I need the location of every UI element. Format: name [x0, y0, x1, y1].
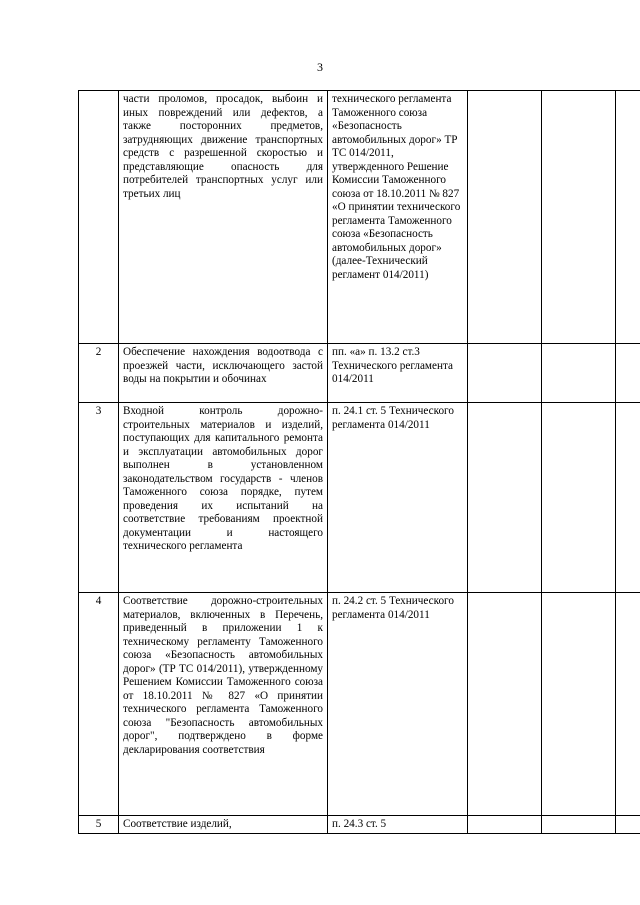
table-row — [79, 403, 640, 593]
table-row — [79, 816, 640, 834]
empty-cell — [542, 403, 616, 593]
empty-cell — [468, 344, 542, 403]
reference-cell: п. 24.3 ст. 5 — [328, 816, 468, 834]
table-row — [79, 91, 640, 344]
row-number-cell: 2 — [79, 344, 119, 403]
empty-cell — [542, 816, 616, 834]
row-number-cell: 5 — [79, 816, 119, 834]
requirement-cell: Входной контроль дорожно-строительных материалов и изделий, поступающих для капитального ремонта и эксплуатации автомобильных дорог выполнен в установленном законодательством государств - членов Таможенного союза порядке, путем проведения их испытаний на соответствие требованиям проектной документации и настоящего технического регламента — [119, 403, 328, 593]
page-number: 3 — [317, 60, 323, 74]
reference-cell: п. 24.1 ст. 5 Технического регламента 014/2011 — [328, 403, 468, 593]
reference-cell: технического регламента Таможенного союза «Безопасность автомобильных дорог» ТР ТС 014/2011, утвержденного Решение Комиссии Таможенного союза от 18.10.2011 № 827 «О принятии технического регламента Таможенного союза «Безопасность автомобильных дорог» (далее-Технический регламент 014/2011) — [328, 91, 468, 344]
empty-cell — [616, 403, 640, 593]
empty-cell — [542, 91, 616, 344]
empty-cell — [542, 344, 616, 403]
row-number-cell: 3 — [79, 403, 119, 593]
requirement-cell: Соответствие изделий, — [119, 816, 328, 834]
empty-cell — [616, 593, 640, 816]
reference-cell: пп. «а» п. 13.2 ст.3 Технического регламента 014/2011 — [328, 344, 468, 403]
table-row — [79, 344, 640, 403]
empty-cell — [616, 344, 640, 403]
row-number-cell — [79, 91, 119, 344]
empty-cell — [468, 816, 542, 834]
requirement-cell: Обеспечение нахождения водоотвода с проезжей части, исключающего застой воды на покрытии и обочинах — [119, 344, 328, 403]
compliance-table — [78, 90, 640, 834]
empty-cell — [468, 403, 542, 593]
requirement-cell: части проломов, просадок, выбоин и иных повреждений или дефектов, а также посторонних предметов, затрудняющих движение транспортных средств с разрешенной скоростью и представляющие опасность для потребителей транспортных услуг или третьих лиц — [119, 91, 328, 344]
empty-cell — [468, 593, 542, 816]
requirement-cell: Соответствие дорожно-строительных материалов, включенных в Перечень, приведенный в приложении 1 к техническому регламенту Таможенного союза «Безопасность автомобильных дорог» (ТР ТС 014/2011), утвержденному Решением Комиссии Таможенного союза от 18.10.2011 № 827 «О принятии технического регламента Таможенного союза "Безопасность автомобильных дорог", подтверждено в форме декларирования соответствия — [119, 593, 328, 816]
table-row — [79, 593, 640, 816]
empty-cell — [468, 91, 542, 344]
empty-cell — [616, 816, 640, 834]
empty-cell — [542, 593, 616, 816]
empty-cell — [616, 91, 640, 344]
reference-cell: п. 24.2 ст. 5 Технического регламента 014/2011 — [328, 593, 468, 816]
row-number-cell: 4 — [79, 593, 119, 816]
